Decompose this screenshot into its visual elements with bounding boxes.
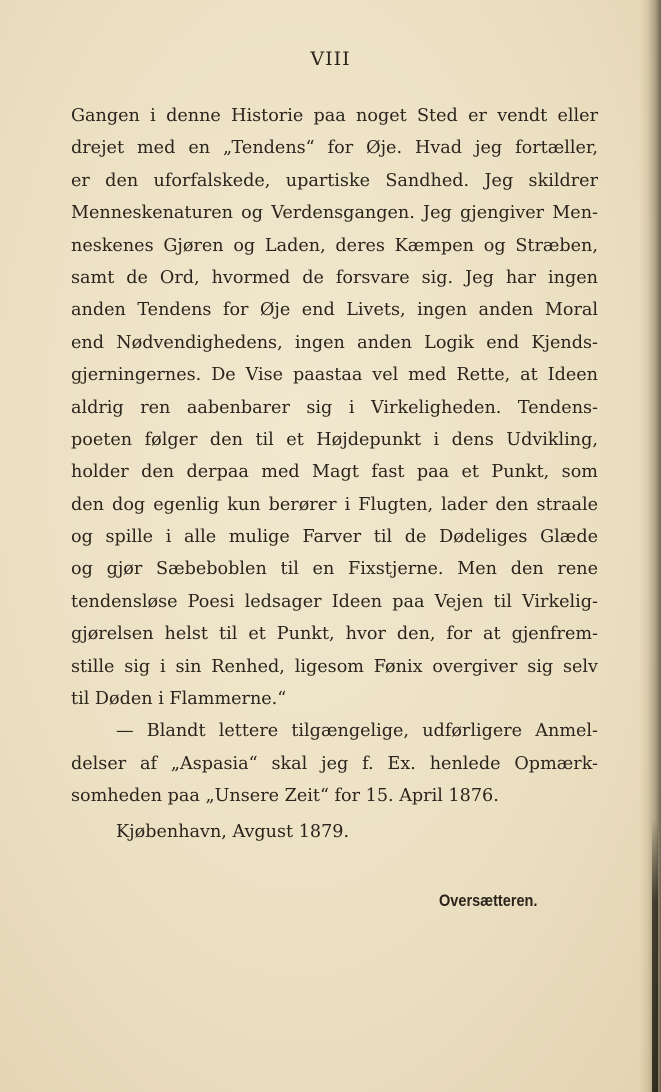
text-line: gjørelsen helst til et Punkt, hvor den, for at gjenfrem- <box>71 624 598 645</box>
text-line: aldrig ren aabenbarer sig i Virkeligheden. Tendens- <box>71 397 598 418</box>
text-line: neskenes Gjøren og Laden, deres Kæmpen og Stræben, <box>71 235 598 256</box>
text-line: holder den derpaa med Magt fast paa et Punkt, som <box>71 462 598 483</box>
text-line: somheden paa „Unsere Zeit“ for 15. April 1876. <box>71 786 499 807</box>
text-line: samt de Ord, hvormed de forsvare sig. Jeg har ingen <box>71 267 598 288</box>
text-line: til Døden i Flammerne.“ <box>71 689 287 710</box>
text-line: — Blandt lettere tilgængelige, udførligere Anmel- <box>116 721 598 742</box>
text-line: og spille i alle mulige Farver til de Dødeliges Glæde <box>71 527 598 548</box>
text-line: gjerningernes. De Vise paastaa vel med Rette, at Ideen <box>71 365 598 386</box>
text-line: og gjør Sæbeboblen til en Fixstjerne. Men den rene <box>71 559 598 580</box>
text-line: anden Tendens for Øje end Livets, ingen anden Moral <box>71 300 598 321</box>
text-line: Gangen i denne Historie paa noget Sted er vendt eller <box>71 106 598 126</box>
text-line: drejet med en „Tendens“ for Øje. Hvad jeg fortæller, <box>71 138 598 159</box>
place-date: Kjøbenhavn, Avgust 1879. <box>116 822 350 842</box>
signature: Oversætteren. <box>439 892 538 910</box>
text-line: delser af „Aspasia“ skal jeg f. Ex. henlede Opmærk- <box>71 753 598 774</box>
text-line: tendensløse Poesi ledsager Ideen paa Vejen til Virkelig- <box>71 591 598 612</box>
text-line: Menneskenaturen og Verdensgangen. Jeg gjengiver Men- <box>71 203 598 224</box>
text-line: den dog egenlig kun berører i Flugten, lader den straale <box>71 494 598 515</box>
text-line: end Nødvendighedens, ingen anden Logik end Kjends- <box>71 332 598 353</box>
page-number: VIII <box>310 48 351 70</box>
text-line: er den uforfalskede, upartiske Sandhed. Jeg skildrer <box>71 170 598 191</box>
text-line: poeten følger den til et Højdepunkt i dens Udvikling, <box>71 429 598 450</box>
page-edge-dark <box>652 820 658 1092</box>
text-line: stille sig i sin Renhed, ligesom Fønix overgiver sig selv <box>71 656 598 677</box>
main-text <box>71 100 598 813</box>
